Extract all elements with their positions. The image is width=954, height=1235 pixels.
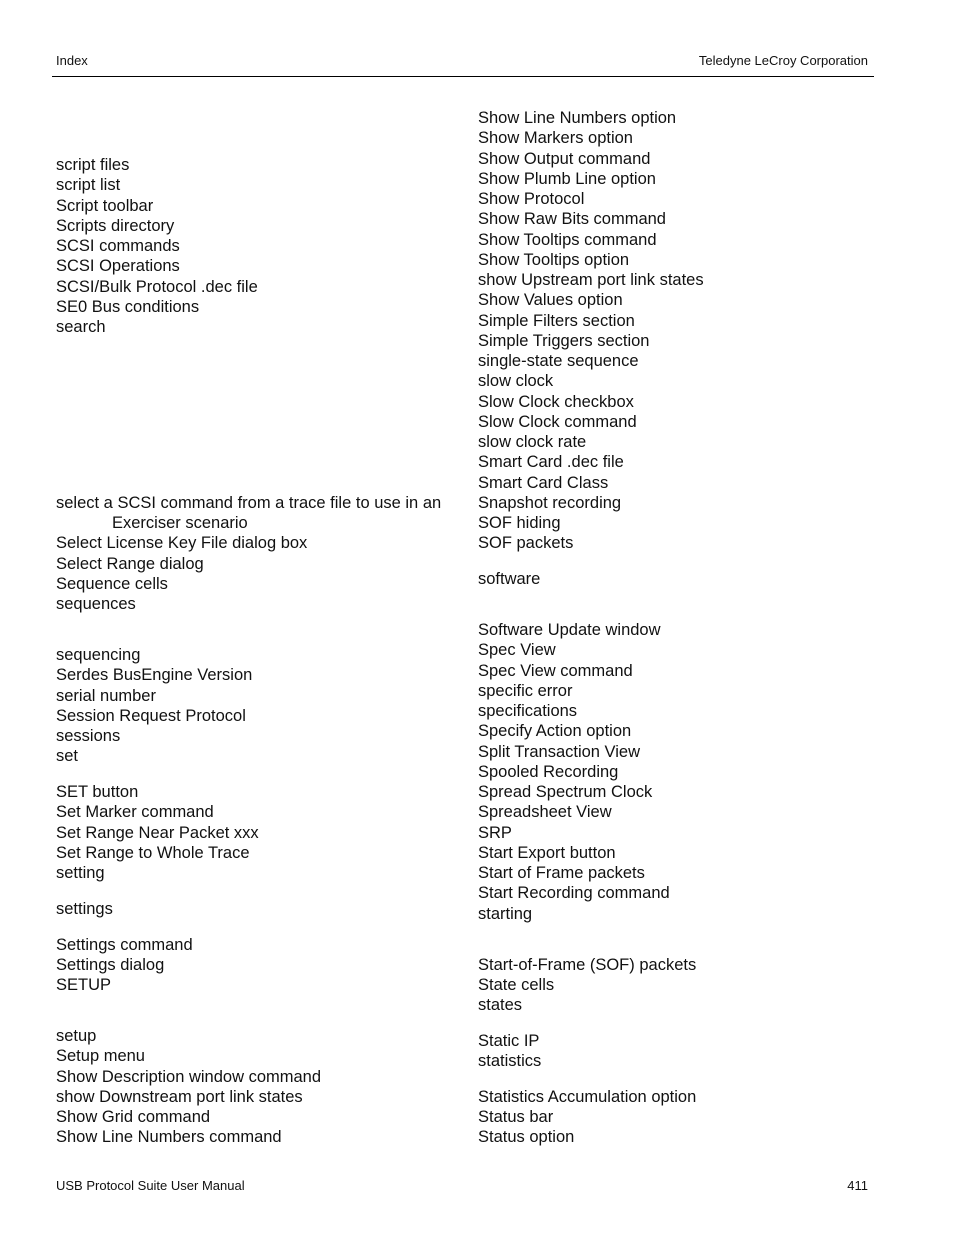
index-entry: script files xyxy=(56,156,130,174)
index-entry: sequences xyxy=(56,595,136,613)
index-entry: starting xyxy=(478,904,533,923)
index-entry: Show Tooltips command xyxy=(478,230,657,249)
index-entry: Sequence cells xyxy=(56,574,168,593)
index-entry: Simple Triggers section xyxy=(478,331,650,350)
index-entry: Show Values option xyxy=(478,291,623,310)
index-gap xyxy=(478,589,878,620)
index-entry: specifications xyxy=(478,702,578,720)
index-entry: Start Recording command xyxy=(478,884,670,903)
index-gap xyxy=(478,1015,878,1031)
index-entry: Static IP xyxy=(478,1031,540,1050)
index-entry: SETUP xyxy=(56,976,112,994)
index-entry: SCSI/Bulk Protocol .dec file xyxy=(56,277,258,296)
index-entry: statistics xyxy=(478,1052,542,1070)
index-gap xyxy=(56,614,466,645)
index-entry: Set Range to Whole Trace xyxy=(56,843,250,862)
index-entry: set xyxy=(56,747,79,766)
index-entry: SCSI Operations xyxy=(56,257,180,276)
index-entry: states xyxy=(478,996,523,1014)
index-entry: Show Description window command xyxy=(56,1067,322,1086)
index-entry: sequencing xyxy=(56,646,141,664)
index-entry: SOF hiding xyxy=(478,514,561,532)
index-column-left xyxy=(56,155,466,1148)
index-entry: Simple Filters section xyxy=(478,311,635,330)
index-entry: Set Range Near Packet xxx xyxy=(56,823,259,842)
header-divider xyxy=(52,76,874,77)
index-entry: specific error xyxy=(478,681,573,700)
index-entry: SET button xyxy=(56,783,139,801)
index-entry: sessions xyxy=(56,727,121,745)
index-gap xyxy=(478,924,878,955)
index-entry: Split Transaction View xyxy=(478,742,641,761)
index-entry: Smart Card .dec file xyxy=(478,453,624,472)
index-entry: Serdes BusEngine Version xyxy=(56,666,253,685)
index-entry: Session Request Protocol xyxy=(56,706,246,725)
index-entry: Show Grid command xyxy=(56,1108,211,1126)
index-entry: Smart Card Class xyxy=(478,473,609,492)
index-entry: Statistics Accumulation option xyxy=(478,1087,697,1106)
index-entry: setting xyxy=(56,864,105,882)
index-entry: Show Tooltips option xyxy=(478,250,630,269)
index-entry: Scripts directory xyxy=(56,216,175,235)
index-entry: Status option xyxy=(478,1128,575,1147)
index-entry: Show Raw Bits command xyxy=(478,210,666,229)
index-entry: show Downstream port link states xyxy=(56,1087,303,1106)
index-entry: Show Markers option xyxy=(478,129,633,148)
index-entry: SE0 Bus conditions xyxy=(56,297,200,316)
index-entry: Slow Clock command xyxy=(478,412,637,431)
index-entry: Start of Frame packets xyxy=(478,864,645,882)
index-entry: search xyxy=(56,318,106,336)
index-entry: Status bar xyxy=(478,1108,554,1126)
index-entry: SRP xyxy=(478,823,512,842)
index-gap xyxy=(56,337,466,493)
index-entry: software xyxy=(478,570,541,588)
index-entry: SOF packets xyxy=(478,534,574,553)
index-entry: Snapshot recording xyxy=(478,493,622,512)
index-entry: Settings command xyxy=(56,935,193,954)
index-entry: Show Line Numbers option xyxy=(478,109,677,127)
index-entry: Show Protocol xyxy=(478,190,585,208)
index-entry: Spec View command xyxy=(478,661,633,680)
index-gap xyxy=(56,883,466,899)
index-entry: slow clock rate xyxy=(478,433,587,451)
page-number: 411 xyxy=(847,1178,868,1193)
index-entry: Specify Action option xyxy=(478,722,632,741)
index-entry: Settings dialog xyxy=(56,955,165,974)
index-entry: Set Marker command xyxy=(56,803,214,822)
index-entry: Start-of-Frame (SOF) packets xyxy=(478,955,697,974)
index-entry: Spread Spectrum Clock xyxy=(478,783,653,801)
index-entry: Spreadsheet View xyxy=(478,803,612,822)
index-entry: slow clock xyxy=(478,372,554,391)
index-entry: Start Export button xyxy=(478,843,616,862)
index-entry: settings xyxy=(56,899,113,918)
index-entry: Setup menu xyxy=(56,1047,145,1066)
index-gap xyxy=(478,554,878,570)
index-entry: Spooled Recording xyxy=(478,762,619,781)
index-gap xyxy=(56,919,466,935)
index-gap xyxy=(56,995,466,1026)
index-gap xyxy=(478,1071,878,1087)
running-header-section: Index xyxy=(56,53,88,68)
index-entry: Slow Clock checkbox xyxy=(478,392,634,411)
index-entry: setup xyxy=(56,1027,97,1045)
running-footer-title: USB Protocol Suite User Manual xyxy=(56,1178,245,1193)
running-header-company: Teledyne LeCroy Corporation xyxy=(698,53,868,68)
index-entry: show Upstream port link states xyxy=(478,271,704,289)
index-entry: Select License Key File dialog box xyxy=(56,534,308,553)
index-entry: SCSI commands xyxy=(56,237,180,255)
index-column-right xyxy=(478,108,878,1148)
index-entry: Show Output command xyxy=(478,149,651,168)
index-gap xyxy=(56,767,466,783)
index-entry: Show Plumb Line option xyxy=(478,169,656,188)
index-entry: script list xyxy=(56,176,121,195)
index-entry: Spec View xyxy=(478,641,556,660)
index-entry: State cells xyxy=(478,975,555,994)
index-entry: Script toolbar xyxy=(56,196,154,215)
index-entry: Software Update window xyxy=(478,621,661,639)
index-entry: Show Line Numbers command xyxy=(56,1128,282,1147)
index-entry: single-state sequence xyxy=(478,352,639,370)
index-entry: serial number xyxy=(56,686,156,705)
index-entry: Select Range dialog xyxy=(56,554,204,573)
index-entry: select a SCSI command from a trace file to use in an Exerciser scenario xyxy=(56,493,442,532)
